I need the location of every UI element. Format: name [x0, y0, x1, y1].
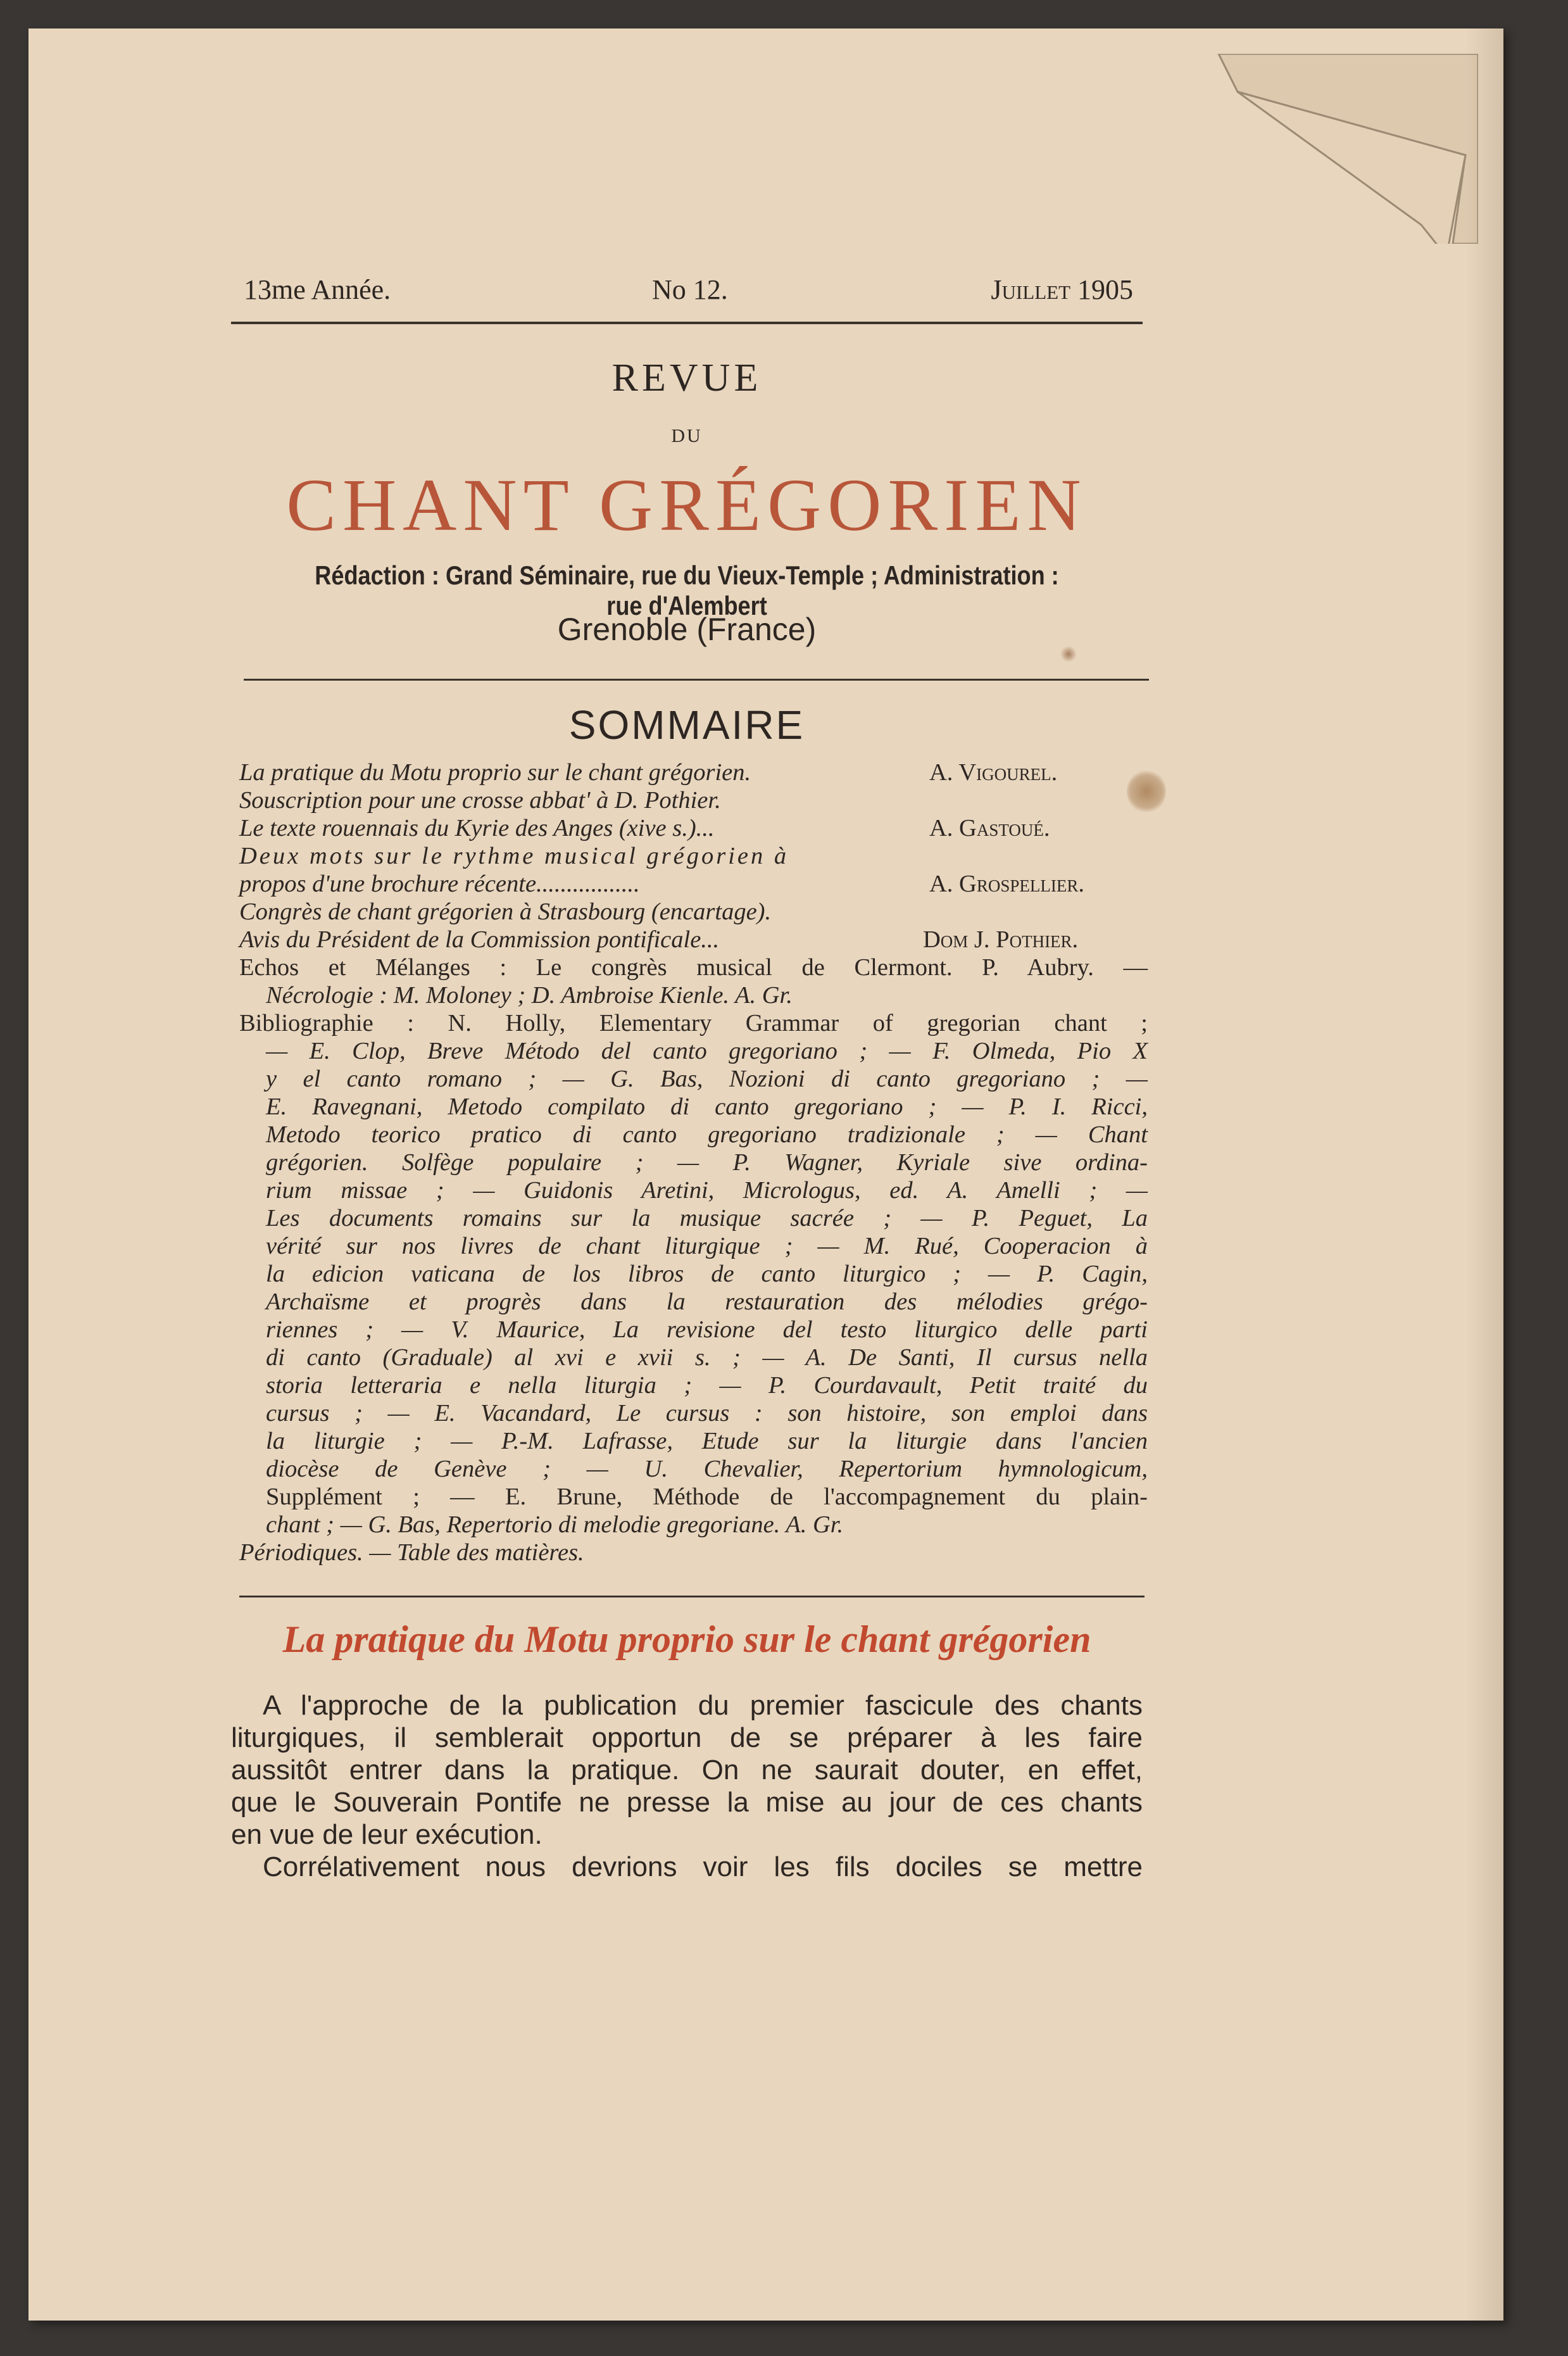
toc-line — [239, 814, 1148, 842]
toc-author: Dom J. Pothier. — [923, 926, 1079, 953]
toc-line — [239, 786, 1148, 814]
toc-line: Périodiques. — Table des matières. — [239, 1539, 584, 1566]
article-line: A l'approche de la publication du premier fascicule des chants — [263, 1690, 1143, 1721]
toc-line: — E. Clop, Breve Método del canto gregoriano ; — F. Olmeda, Pio X — [266, 1038, 1148, 1064]
masthead-redaction: Rédaction : Grand Séminaire, rue du Vieux-Temple ; Administration : rue d'Alembert — [315, 560, 1059, 620]
toc-entry: Congrès de chant grégorien à Strasbourg (encartage). — [239, 898, 772, 925]
sommaire-heading: SOMMAIRE — [568, 702, 805, 748]
article-line: en vue de leur exécution. — [231, 1819, 543, 1850]
toc-line: cursus ; — E. Vacandard, Le cursus : son histoire, son emploi dans — [266, 1400, 1148, 1427]
toc-line: Echos et Mélanges : Le congrès musical de Clermont. P. Aubry. — — [239, 954, 1148, 981]
masthead-rule — [244, 679, 1149, 681]
toc-author: A. Grospellier. — [929, 871, 1084, 897]
toc-line: grégorien. Solfège populaire ; — P. Wagner, Kyriale sive ordina- — [266, 1149, 1148, 1176]
masthead-city: Grenoble (France) — [557, 612, 817, 647]
toc-author: A. Gastoué. — [929, 815, 1050, 841]
toc-line: E. Ravegnani, Metodo compilato di canto gregoriano ; — P. I. Ricci, — [266, 1093, 1148, 1120]
toc-line: Bibliographie : N. Holly, Elementary Grammar of gregorian chant ; — [239, 1010, 1148, 1036]
toc-line — [239, 870, 1148, 898]
toc-line: la edicion vaticana de los libros de canto liturgico ; — P. Cagin, — [266, 1261, 1148, 1287]
toc-line: diocèse de Genève ; — U. Chevalier, Repertorium hymnologicum, — [266, 1456, 1148, 1482]
masthead-title: CHANT GRÉGORIEN — [286, 463, 1088, 546]
issue-date: Juillet 1905 — [991, 274, 1133, 305]
article-title: La pratique du Motu proprio sur le chant grégorien — [282, 1618, 1091, 1660]
toc-entry: Souscription pour une crosse abbat' à D. Pothier. — [239, 787, 721, 814]
toc-line: Supplément ; — E. Brune, Méthode de l'accompagnement du plain- — [266, 1484, 1148, 1510]
issue-number: No 12. — [652, 274, 728, 305]
issue-header — [244, 274, 1155, 318]
toc-line: chant ; — G. Bas, Repertorio di melodie gregoriane. A. Gr. — [266, 1511, 844, 1538]
toc-line — [239, 842, 1148, 870]
toc-author: A. Vigourel. — [929, 759, 1058, 786]
paper-stain — [1060, 646, 1077, 662]
toc-line: Metodo teorico pratico di canto gregoriano tradizionale ; — Chant — [266, 1121, 1148, 1148]
toc-entry: Deux mots sur le rythme musical grégorien à — [239, 843, 789, 869]
toc-line: y el canto romano ; — G. Bas, Nozioni di canto gregoriano ; — — [266, 1066, 1148, 1092]
toc-line: riennes ; — V. Maurice, La revisione del testo liturgico delle parti — [266, 1316, 1148, 1343]
article-line: aussitôt entrer dans la pratique. On ne saurait douter, en effet, — [231, 1754, 1143, 1786]
toc-entry: La pratique du Motu proprio sur le chant grégorien. — [239, 759, 751, 786]
toc-entry: Le texte rouennais du Kyrie des Anges (xive s.)... — [239, 815, 715, 841]
toc-line: rium missae ; — Guidonis Aretini, Micrologus, ed. A. Amelli ; — — [266, 1177, 1148, 1204]
table-of-contents — [239, 759, 1148, 1566]
sommaire-rule — [239, 1596, 1145, 1597]
folded-corner-icon — [1149, 54, 1478, 244]
toc-line: storia letteraria e nella liturgia ; — P. Courdavault, Petit traité du — [266, 1372, 1148, 1399]
toc-line — [239, 898, 1148, 926]
toc-line — [239, 926, 1148, 954]
toc-entry: propos d'une brochure récente................. — [239, 871, 640, 897]
article-line: liturgiques, il semblerait opportun de se préparer à les faire — [231, 1722, 1143, 1753]
masthead-revue: REVUE — [612, 356, 762, 400]
toc-entry: Avis du Président de la Commission pontificale... — [239, 926, 720, 953]
toc-line: vérité sur nos livres de chant liturgique ; — M. Rué, Cooperacion à — [266, 1233, 1148, 1259]
toc-line: di canto (Graduale) al xvi e xvii s. ; — A. De Santi, Il cursus nella — [266, 1344, 1148, 1371]
header-rule — [231, 322, 1143, 324]
article-body — [231, 1689, 1143, 1883]
toc-line: Les documents romains sur la musique sacrée ; — P. Peguet, La — [266, 1205, 1148, 1232]
toc-line: Nécrologie : M. Moloney ; D. Ambroise Kienle. A. Gr. — [266, 982, 793, 1009]
toc-line: Archaïsme et progrès dans la restauration des mélodies grégo- — [266, 1288, 1148, 1315]
issue-year: 13me Année. — [244, 274, 391, 305]
toc-line — [239, 759, 1148, 786]
article-line: Corrélativement nous devrions voir les fils dociles se mettre — [263, 1851, 1143, 1882]
article-line: que le Souverain Pontife ne presse la mise au jour de ces chants — [231, 1787, 1143, 1818]
masthead-du: DU — [671, 425, 703, 446]
toc-line: la liturgie ; — P.-M. Lafrasse, Etude sur la liturgie dans l'ancien — [266, 1428, 1148, 1454]
